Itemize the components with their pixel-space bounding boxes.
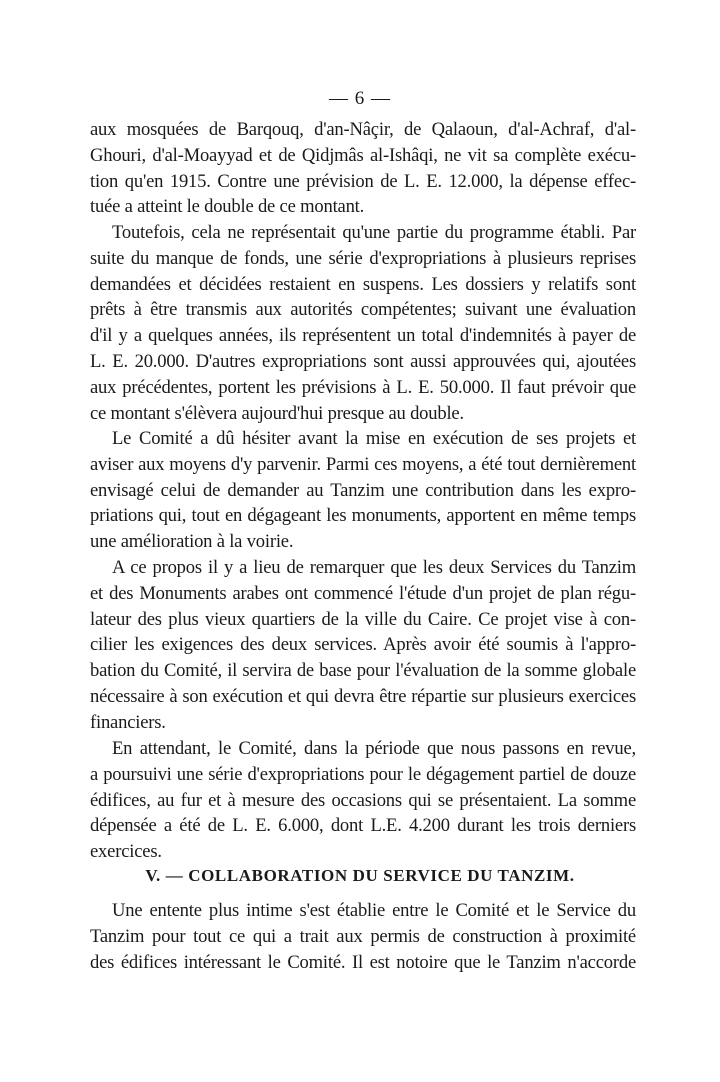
text-line: exercices. [90, 841, 162, 863]
page-number: — 6 — [329, 88, 391, 109]
paragraph-1 [90, 117, 636, 220]
text-line: d'il y a quelques années, ils représentent un total d'indemnités à payer de [90, 325, 636, 347]
text-line: demandées et décidées restaient en suspens. Les dossiers y relatifs sont [90, 273, 636, 295]
text-line: a poursuivi une série d'expropriations pour le dégagement partiel de douze [90, 763, 636, 785]
text-line: En attendant, le Comité, dans la période que nous passons en revue, [112, 738, 636, 759]
text-line: financiers. [90, 711, 166, 733]
text-line: ce montant s'élèvera aujourd'hui presque au double. [90, 402, 464, 424]
text-line: A ce propos il y a lieu de remarquer que les deux Services du Tanzim [112, 557, 636, 578]
text-line: prêts à être transmis aux autorités compétentes; suivant une évaluation [90, 299, 636, 321]
text-line: suite du manque de fonds, une série d'expropriations à plusieurs reprises [90, 247, 636, 269]
paragraph-4 [90, 555, 636, 736]
text-line: Le Comité a dû hésiter avant la mise en exécution de ses projets et [112, 428, 636, 449]
text-line: édifices, au fur et à mesure des occasions qui se présentaient. La somme [90, 789, 636, 811]
text-line: tuée a atteint le double de ce montant. [90, 196, 365, 218]
text-line: L. E. 20.000. D'autres expropriations sont aussi approuvées qui, ajoutées [90, 350, 636, 372]
text-line: aux précédentes, portent les prévisions à L. E. 50.000. Il faut prévoir que [90, 376, 636, 398]
text-line: et des Monuments arabes ont commencé l'étude d'un projet de plan régu- [90, 582, 636, 604]
text-line: aux mosquées de Barqouq, d'an-Nâçir, de Qalaoun, d'al-Achraf, d'al- [90, 119, 636, 140]
text-line: dépensée a été de L. E. 6.000, dont L.E. 4.200 durant les trois derniers [90, 815, 636, 837]
text-line: aviser aux moyens d'y parvenir. Parmi ces moyens, a été tout dernièrement [90, 453, 636, 475]
section-paragraph-1 [90, 898, 636, 975]
paragraph-2 [90, 220, 636, 426]
text-line: Tanzim pour tout ce qui a trait aux permis de construction à proximité [90, 925, 636, 947]
text-line: une amélioration à la voirie. [90, 531, 294, 553]
paragraph-5 [90, 736, 636, 865]
text-line: lateur des plus vieux quartiers de la ville du Caire. Ce projet vise à con- [90, 608, 636, 630]
text-line: priations qui, tout en dégageant les monuments, apportent en même temps [90, 505, 636, 527]
text-line: Une entente plus intime s'est établie entre le Comité et le Service du [112, 900, 636, 921]
text-line: tion qu'en 1915. Contre une prévision de L. E. 12.000, la dépense effec- [90, 170, 636, 192]
paragraph-3 [90, 426, 636, 555]
text-line: nécessaire à son exécution et qui devra être répartie sur plusieurs exercices [90, 685, 636, 707]
text-line: Ghouri, d'al-Moayyad et de Qidjmâs al-Ishâqi, ne vit sa complète exécu- [90, 144, 636, 166]
section-heading: V. — COLLABORATION DU SERVICE DU TANZIM. [145, 866, 575, 885]
text-line: des édifices intéressant le Comité. Il est notoire que le Tanzim n'accorde [90, 951, 636, 973]
text-line: envisagé celui de demander au Tanzim une contribution dans les expro- [90, 479, 636, 501]
text-line: Toutefois, cela ne représentait qu'une partie du programme établi. Par [112, 222, 636, 243]
text-line: cilier les exigences des deux services. Après avoir été soumis à l'appro- [90, 634, 636, 656]
text-line: bation du Comité, il servira de base pour l'évaluation de la somme globale [90, 660, 636, 682]
